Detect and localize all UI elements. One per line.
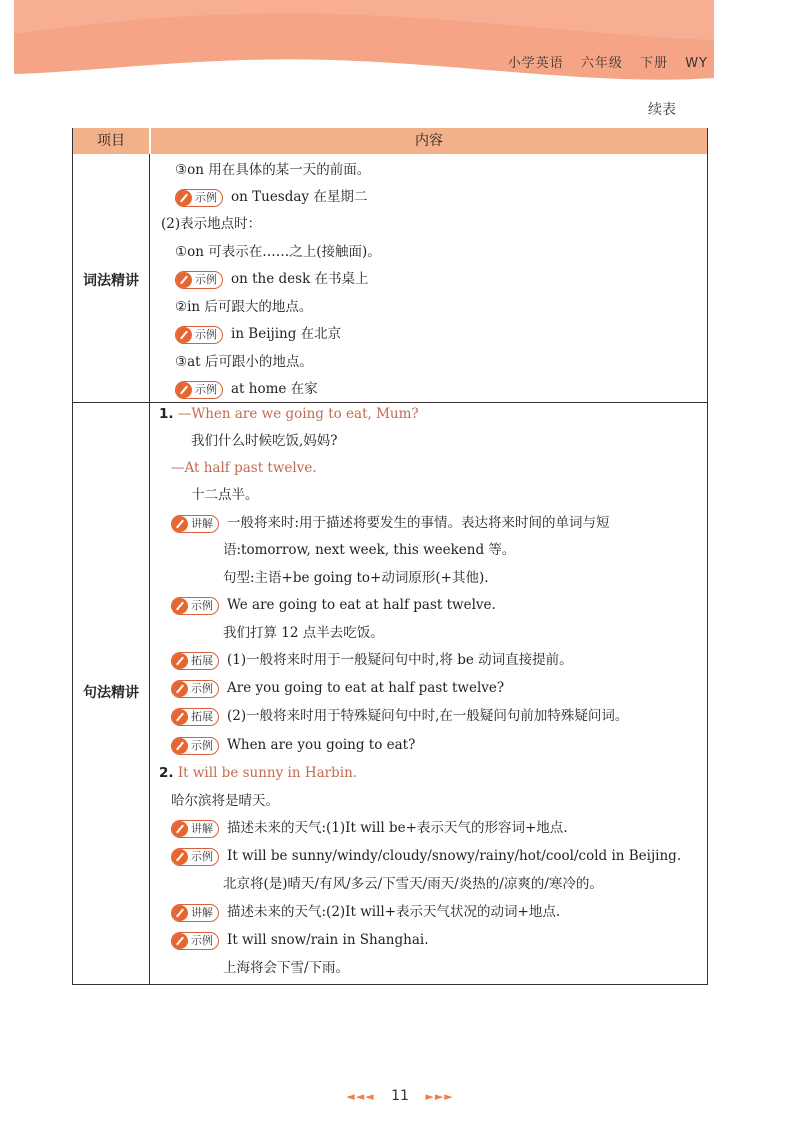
right-arrows-icon: ►►► <box>425 1090 454 1103</box>
book-grade: 六年级 <box>580 56 623 71</box>
extension-line: 拓展 (1)一般将来时用于一般疑问句中时,将 be 动词直接提前。 <box>171 651 573 670</box>
pencil-icon <box>176 190 192 206</box>
sentence-1: 1. —When are we going to eat, Mum? <box>159 406 419 422</box>
book-edition: WY <box>685 56 708 71</box>
content-line: ③at 后可跟小的地点。 <box>175 354 313 370</box>
pencil-icon <box>172 849 188 865</box>
example-tag: 示例 <box>171 932 219 950</box>
content-line: 北京将(是)晴天/有风/多云/下雪天/雨天/炎热的/凉爽的/寒冷的。 <box>223 876 603 892</box>
pencil-icon <box>176 382 192 398</box>
example-line: 示例 on the desk 在书桌上 <box>175 270 369 289</box>
example-tag: 示例 <box>171 597 219 615</box>
extension-tag: 拓展 <box>171 652 219 670</box>
header-band <box>0 0 800 90</box>
example-tag: 示例 <box>171 680 219 698</box>
content-line: ①on 可表示在……之上(接触面)。 <box>175 244 381 260</box>
explanation-tag: 讲解 <box>171 515 219 533</box>
example-line: 示例 on Tuesday 在星期二 <box>175 188 367 207</box>
extension-tag: 拓展 <box>171 708 219 726</box>
pencil-icon <box>172 709 188 725</box>
book-term: 下册 <box>640 56 669 71</box>
content-line: 哈尔滨将是晴天。 <box>171 793 279 809</box>
content-line: 语:tomorrow, next week, this weekend 等。 <box>223 542 516 558</box>
explanation-tag: 讲解 <box>171 904 219 922</box>
content-line: ②in 后可跟大的地点。 <box>175 299 313 315</box>
example-line: 示例 When are you going to eat? <box>171 736 415 755</box>
content-line: (2)表示地点时： <box>161 216 262 232</box>
book-subject: 小学英语 <box>507 56 564 71</box>
explanation-tag: 讲解 <box>171 820 219 838</box>
lightbulb-icon <box>172 905 188 921</box>
book-series-label <box>496 52 708 71</box>
example-tag: 示例 <box>175 326 223 344</box>
row-label-sentence: 句法精讲 <box>83 685 139 701</box>
content-line: 句型:主语+be going to+动词原形(+其他). <box>223 570 489 586</box>
example-tag: 示例 <box>171 848 219 866</box>
column-header-item: 项目 <box>97 133 125 149</box>
left-arrows-icon: ◄◄◄ <box>346 1090 375 1103</box>
content-line: ③on 用在具体的某一天的前面。 <box>175 162 371 178</box>
column-header-content: 内容 <box>415 133 443 149</box>
explanation-line: 讲解 描述未来的天气:(2)It will+表示天气状况的动词+地点. <box>171 903 560 922</box>
example-line: 示例 It will snow/rain in Shanghai. <box>171 931 429 950</box>
example-line: 示例 It will be sunny/windy/cloudy/snowy/rainy/hot/cool/cold in Beijing. <box>171 847 681 866</box>
continued-label: 续表 <box>648 102 676 118</box>
pencil-icon <box>172 933 188 949</box>
sentence-2: 2. It will be sunny in Harbin. <box>159 765 358 781</box>
pencil-icon <box>172 598 188 614</box>
pencil-icon <box>172 738 188 754</box>
page-footer <box>0 1088 800 1104</box>
explanation-line: 讲解 描述未来的天气:(1)It will be+表示天气的形容词+地点. <box>171 819 568 838</box>
example-line: 示例 at home 在家 <box>175 380 318 399</box>
pencil-icon <box>176 272 192 288</box>
lightbulb-icon <box>172 516 188 532</box>
example-line: 示例 Are you going to eat at half past twelve? <box>171 679 504 698</box>
example-line: 示例 We are going to eat at half past twelve. <box>171 596 496 615</box>
example-tag: 示例 <box>175 381 223 399</box>
example-line: 示例 in Beijing 在北京 <box>175 325 341 344</box>
example-tag: 示例 <box>171 737 219 755</box>
grammar-table <box>72 128 708 985</box>
pencil-icon <box>172 653 188 669</box>
explanation-line: 讲解 一般将来时:用于描述将要发生的事情。表达将来时间的单词与短 <box>171 514 610 533</box>
pencil-icon <box>176 327 192 343</box>
example-tag: 示例 <box>175 189 223 207</box>
lightbulb-icon <box>172 821 188 837</box>
row-label-vocabulary: 词法精讲 <box>83 273 139 289</box>
content-line: 我们打算 12 点半去吃饭。 <box>223 625 384 641</box>
table-header <box>73 128 707 154</box>
content-line: 十二点半。 <box>191 487 259 503</box>
example-tag: 示例 <box>175 271 223 289</box>
pencil-icon <box>172 681 188 697</box>
content-line: 我们什么时候吃饭,妈妈? <box>191 433 338 449</box>
content-line: 上海将会下雪/下雨。 <box>223 960 350 976</box>
extension-line: 拓展 (2)一般将来时用于特殊疑问句中时,在一般疑问句前加特殊疑问词。 <box>171 707 628 726</box>
content-line: —At half past twelve. <box>171 460 317 476</box>
page-number: 11 <box>391 1088 409 1104</box>
